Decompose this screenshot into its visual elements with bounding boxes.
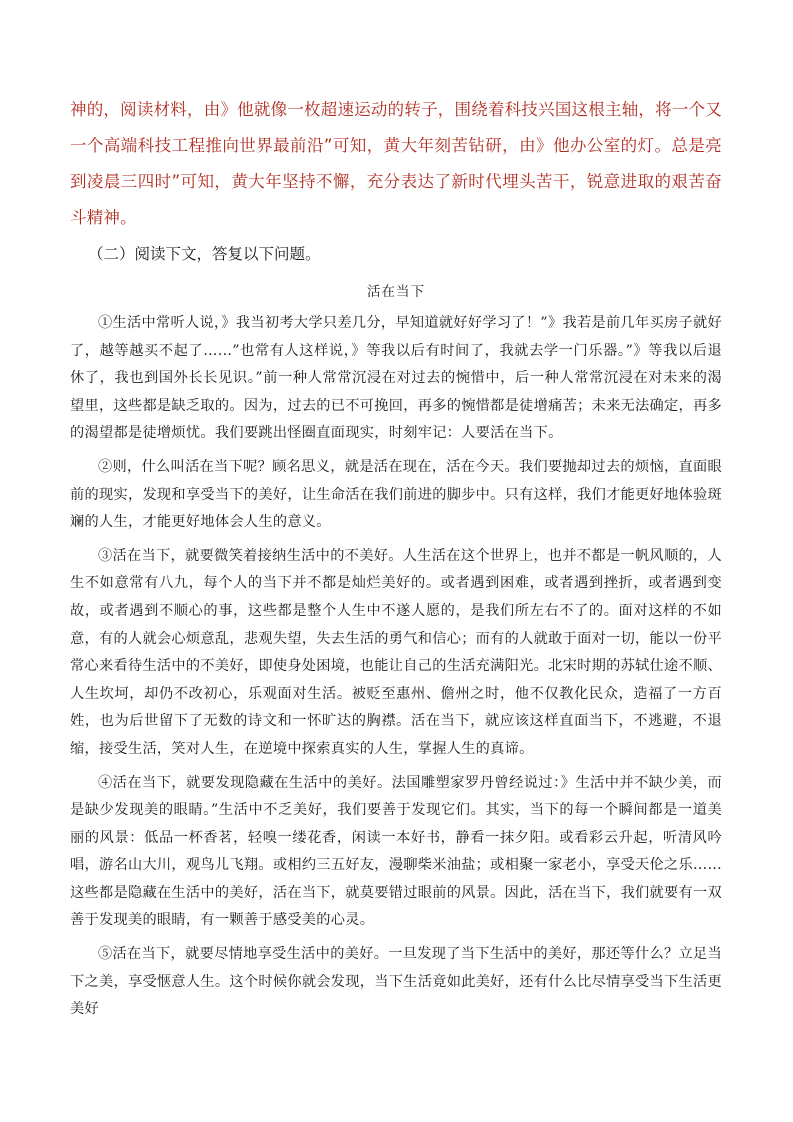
paragraph-1: ①生活中常听人说，》我当初考大学只差几分，早知道就好好学习了！”》我若是前几年买房子就好了，越等越买不起了……”也常有人这样说，》等我以后有时间了，我就去学一门乐器。”》等我以后退休了，我也到国外长长见识。”前一种人常常沉浸在对过去的惋惜中，后一种人常常沉浸在对未来的渴望里，这些都是缺乏取的。因为，过去的已不可挽回，再多的惋惜都是徒增痛苦；未来无法确定，再多的渴望都是徒增烦忧。我们要跳出怪圈直面现实，时刻牢记：人要活在当下。 — [70, 315, 722, 442]
paragraph-5: ⑤活在当下，就要尽情地享受生活中的美好。一旦发现了当下生活中的美好，那还等什么？立足当下之美，享受惬意人生。这个时候你就会发现，当下生活竟如此美好，还有什么比尽情享受当下生活更美好 — [70, 946, 722, 1018]
paragraph-4: ④活在当下，就要发现隐藏在生活中的美好。法国雕塑家罗丹曾经说过：》生活中并不缺少美，而是缺少发现美的眼睛。”生活中不乏美好，我们要善于发现它们。其实，当下的每一个瞬间都是一道美丽的风景：低品一杯香茗，轻嗅一缕花香，闲读一本好书，静看一抹夕阳。或看彩云升起，听清风吟唱，游名山大川，观鸟儿飞翔。或相约三五好友，漫聊柴米油盐；或相聚一家老小，享受天伦之乐……这些都是隐藏在生活中的美好，活在当下，就莫要错过眼前的风景。因此，活在当下，我们就要有一双善于发现美的眼睛，有一颗善于感受美的心灵。 — [70, 774, 722, 929]
document-page — [70, 92, 722, 1030]
paragraph-3: ③活在当下，就要微笑着接纳生活中的不美好。人生活在这个世界上，也并不都是一帆风顺的，人生不如意常有八九，每个人的当下并不都是灿烂美好的。或者遇到困难，或者遇到挫折，或者遇到变故，或者遇到不顺心的事，这些都是整个人生中不遂人愿的，是我们所左右不了的。面对这样的不如意，有的人就会心烦意乱，悲观失望，失去生活的勇气和信心；而有的人就敢于面对一切，能以一份平常心来看待生活中的不美好，即使身处困境，也能让自己的生活充满阳光。北宋时期的苏轼仕途不顺、人生坎坷，却仍不改初心，乐观面对生活。被贬至惠州、儋州之时，他不仅教化民众，造福了一方百姓，也为后世留下了无数的诗文和一怀旷达的胸襟。活在当下，就应该这样直面当下，不逃避，不退缩，接受生活，笑对人生，在逆境中探索真实的人生，掌握人生的真谛。 — [70, 547, 722, 757]
paragraph-2: ②则，什么叫活在当下呢？顾名思义，就是活在现在，活在今天。我们要抛却过去的烦恼，直面眼前的现实，发现和享受当下的美好，让生命活在我们前进的脚步中。只有这样，我们才能更好地体验斑斓的人生，才能更好地体会人生的意义。 — [70, 458, 722, 531]
answer-text: 神的，阅读材料，由》他就像一枚超速运动的转子，围绕着科技兴国这根主轴，将一个又一个高端科技工程推向世界最前沿”可知，黄大年刻苦钻研，由》他办公室的灯。总是亮到凌晨三四时”可知，黄大年坚持不懈，充分表达了新时代埋头苦干，锐意进取的艰苦奋斗精神。 — [70, 100, 722, 227]
section-heading: （二）阅读下文，答复以下问题。 — [88, 245, 321, 263]
article-title: 活在当下 — [367, 284, 425, 300]
